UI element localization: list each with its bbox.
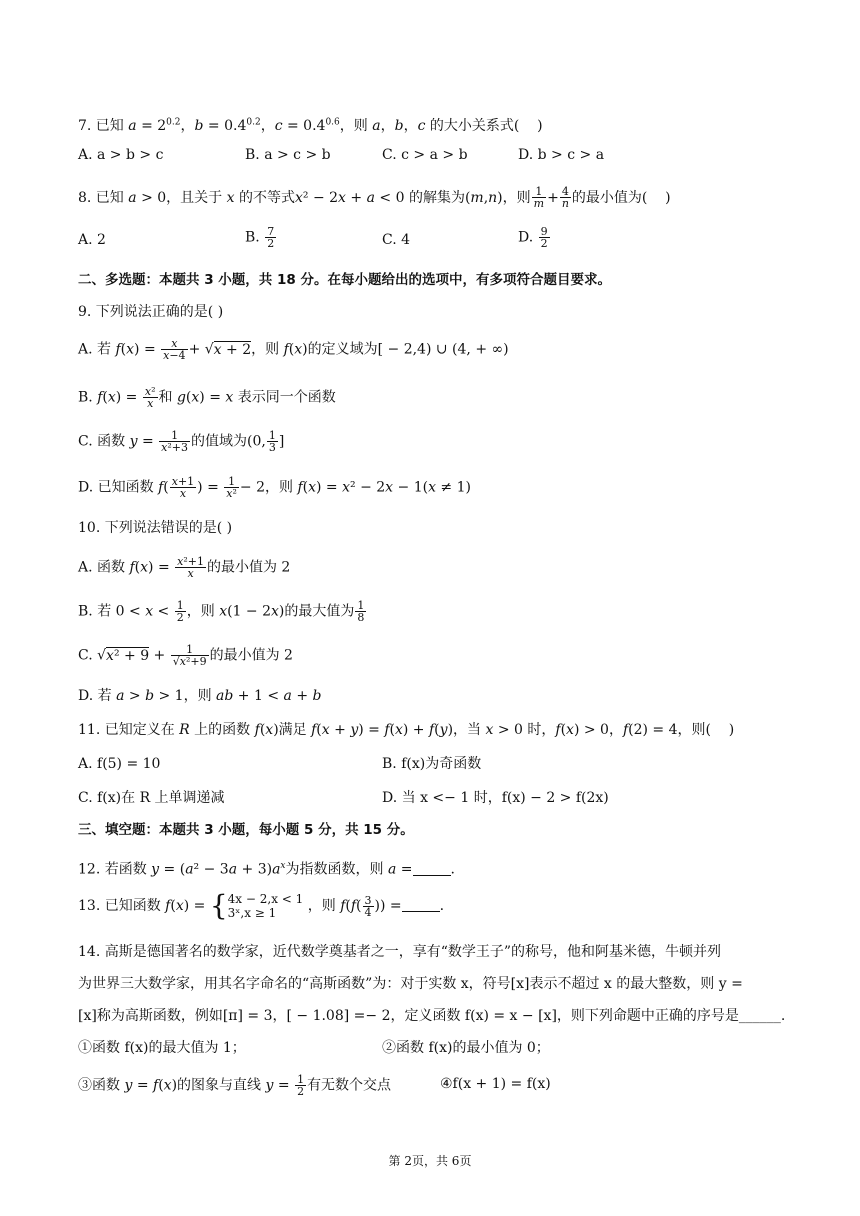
question-12: 12. 若函数 $y = (a^2 - 3a + 3)a^x$为指数函数，则 a = . [78, 861, 455, 878]
question-14-line-1: 14. 高斯是德国著名的数学家，近代数学奠基者之一，享有“数学王子”的称号，他和阿基米德，牛顿并列 [78, 944, 722, 960]
q11-option-c: C. f(x)在 R 上单调递减 [78, 790, 225, 806]
q10-option-d: D. 若 a > b > 1，则 ab + 1 < a + b [78, 688, 322, 704]
q14-item-4: ④f(x + 1) = f(x) [440, 1076, 551, 1092]
q14-item-2: ②函数 f(x)的最小值为 0； [382, 1040, 550, 1056]
q7-option-a: A. a > b > c [78, 147, 164, 163]
page-footer: 第 2页，共 6页 [388, 1154, 472, 1168]
q9-option-b: B. f(x) = $\frac{\text{x²}}{x}$ 和 g(x) = x 表示同一个函数 [78, 385, 336, 410]
q7-option-b: B. a > c > b [245, 147, 331, 163]
question-9-stem: 9. 下列说法正确的是( ) [78, 304, 224, 320]
q14-item-3: ③函数 y = f(x)的图象与直线 y = $\frac{1}{2}$ 有无数个交点 [78, 1073, 392, 1098]
question-7-stem: 7. 已知 $a = 2^{0.2}$，$b = 0.4^{0.2}$，$c = 0.4^{0.6}$，则 a，b，c 的大小关系式( ) [78, 117, 543, 134]
q10-option-a: A. 函数 f(x) = $\frac{\text{x²+1}}{x}$ 的最小值为 2 [78, 555, 291, 580]
case-brace: { [209, 889, 228, 922]
q8-option-c: C. 4 [382, 232, 411, 248]
q10-option-c: C. √x² + 9 + $\frac{1}{\text{√x²+9}}$ 的最小值为 2 [78, 643, 293, 668]
q7-option-d: D. b > c > a [518, 147, 605, 163]
question-11-stem: 11. 已知定义在 R 上的函数 f(x)满足 f(x + y) = f(x) + f(y)，当 x > 0 时，f(x) > 0，f(2) = 4，则( ) [78, 722, 735, 738]
section-2-heading: 二、多选题：本题共 3 小题，共 18 分。在每小题给出的选项中，有多项符合题目要求。 [78, 272, 611, 288]
q11-option-b: B. f(x)为奇函数 [382, 756, 482, 772]
piecewise-cases: 4x − 2,x < 1 3ˣ,x ≥ 1 [227, 892, 304, 920]
q9-option-d: D. 已知函数 f( $\frac{x+1}{x}$ ) = $\frac{1}{\text{x²}}$ − 2，则 f(x) = x² − 2x − 1(x ≠ 1) [78, 475, 471, 500]
q8-option-a: A. 2 [78, 232, 106, 248]
question-8-stem: 8. 已知 a > 0，且关于 x 的不等式x² − 2x + a < 0 的解集为(m,n)，则 $\frac{1}{m}$ + $\frac{4}{n}$ 的最小值为( ) [78, 185, 671, 210]
q7-option-c: C. c > a > b [382, 147, 468, 163]
q14-item-1: ①函数 f(x)的最大值为 1； [78, 1040, 246, 1056]
q10-option-b: B. 若 0 < x < $\frac{1}{2}$ ，则 x(1 − 2x)的最大值为 $\frac{1}{8}$ [78, 599, 365, 624]
answer-blank [413, 861, 451, 876]
q8-option-b: B. $\frac{7}{2}$ [245, 225, 275, 250]
q9-option-c: C. 函数 y = $\frac{1}{\text{x²+3}}$ 的值域为(0, $\frac{1}{3}$ ] [78, 429, 285, 454]
question-14-line-2: 为世界三大数学家，用其名字命名的“高斯函数”为：对于实数 x，符号[x]表示不超过 x 的最大整数，则 y = [78, 976, 743, 992]
question-14-line-3: [x]称为高斯函数，例如[π] = 3，[ − 1.08] =− 2，定义函数 f(x) = x − [x]，则下列命题中正确的序号是______. [78, 1008, 786, 1024]
question-10-stem: 10. 下列说法错误的是( ) [78, 520, 233, 536]
q11-option-a: A. f(5) = 10 [78, 756, 161, 772]
q9-option-a: A. 若 f(x) = $\frac{x}{x-4}$ + √x + 2，则 f(x)的定义域为[ − 2,4) ∪ (4, + ∞) [78, 337, 509, 362]
section-3-heading: 三、填空题：本题共 3 小题，每小题 5 分，共 15 分。 [78, 822, 414, 838]
q11-option-d: D. 当 x <− 1 时，f(x) − 2 > f(2x) [382, 790, 609, 806]
q8-option-d: D. $\frac{9}{2}$ [518, 225, 548, 250]
question-13: 13. 已知函数 f(x) = { 4x − 2,x < 1 3ˣ,x ≥ 1 ，则 f(f( $\frac{3}{4}$ )) = . [78, 889, 445, 922]
